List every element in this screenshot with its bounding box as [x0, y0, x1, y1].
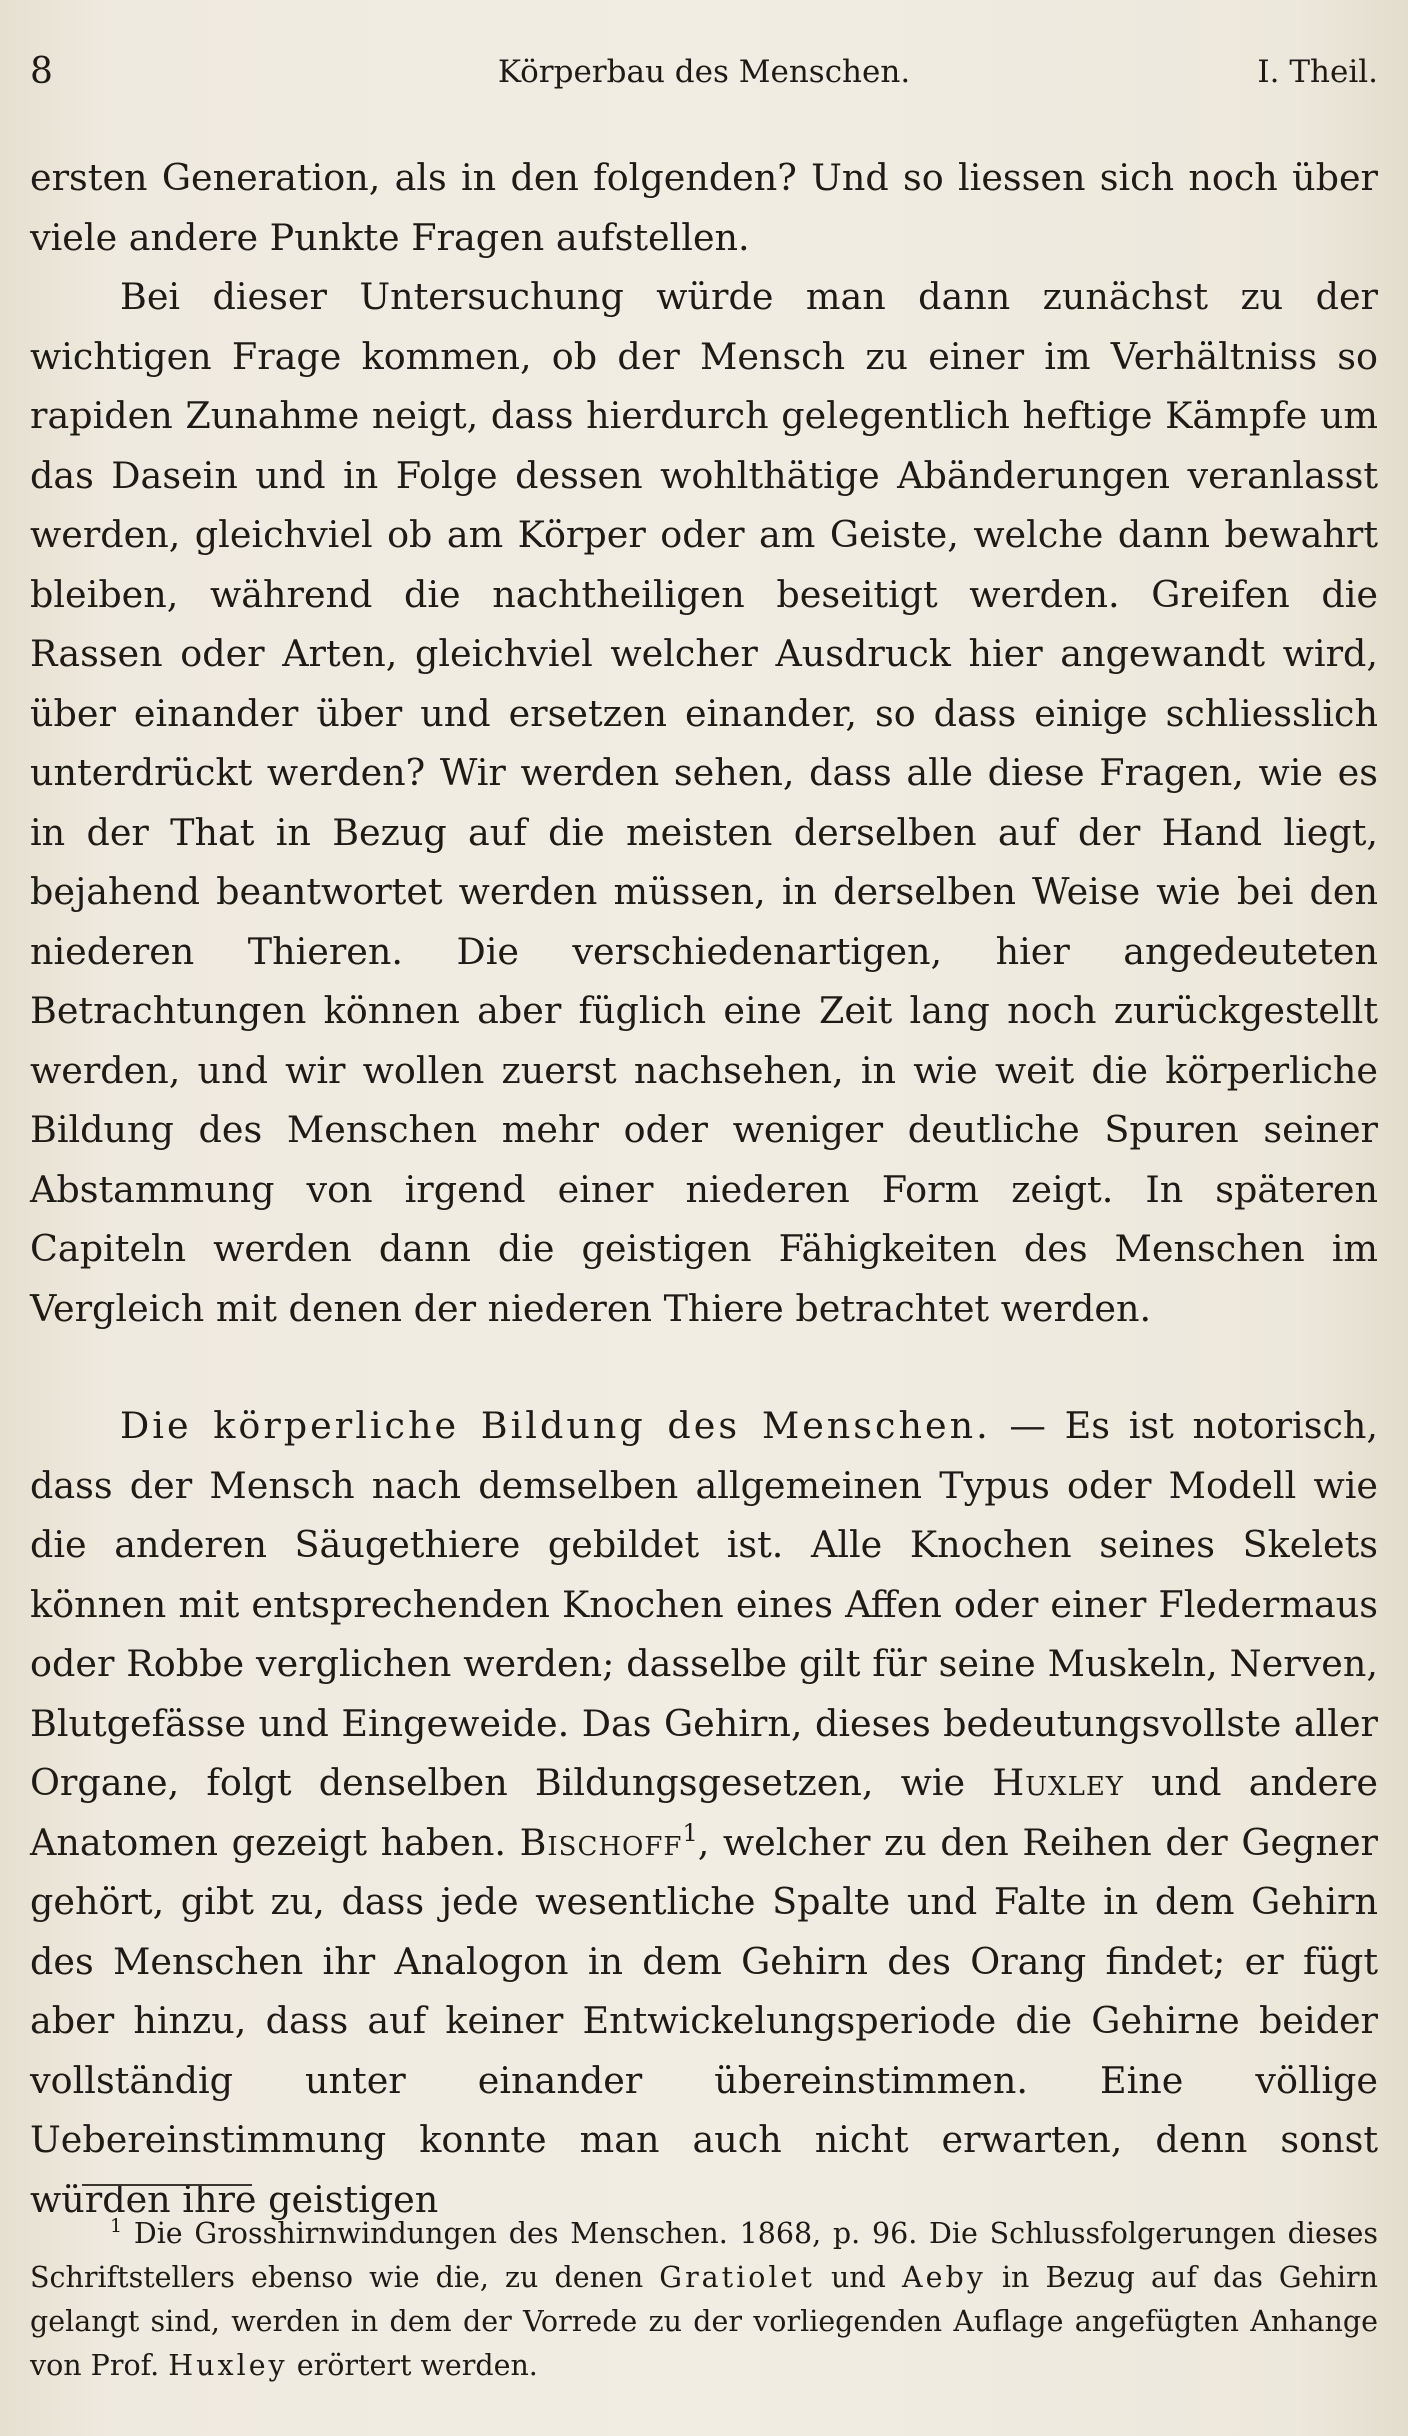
running-head — [30, 52, 1378, 92]
footnote-text: Die Grosshirnwindungen des Menschen. 1868, p. 96. Die Schlussfolgerungen dieses Schriftstellers ebenso wie die, zu denen — [30, 2217, 1378, 2294]
footnote-marker: 1 — [110, 2215, 123, 2237]
author-name: Gratiolet — [659, 2261, 815, 2294]
footnote — [30, 2212, 1378, 2388]
footnote-text: und — [814, 2261, 902, 2294]
section-paragraph — [30, 1396, 1378, 2229]
footnote-reference: 1 — [682, 1818, 698, 1847]
footnote-divider — [82, 2184, 252, 2186]
paragraph-text: , welcher zu den Reihen der Gegner gehört, gibt zu, dass jede wesentliche Spalte und Falte in dem Gehirn des Menschen ihr Analogon in dem Gehirn des Orang findet; er fügt aber hinzu, dass auf keiner Entwickelungsperiode die Gehirne beider vollständig unter einander übereinstimmen. Eine völlige Uebereinstimmung konnte man auch nicht erwarten, denn sonst würden ihre geistigen — [30, 1820, 1378, 2221]
footnote-text: in Bezug auf das Gehirn gelangt sind, werden in dem der Vorrede zu der vorliegenden Auflage angefügten Anhange von Prof. — [30, 2261, 1379, 2382]
page-number: 8 — [30, 51, 53, 92]
author-name: Aeby — [902, 2261, 986, 2294]
footnote-text: erörtert werden. — [287, 2349, 538, 2382]
author-name: Bischoff — [519, 1820, 683, 1864]
footnotes — [30, 2212, 1378, 2388]
paragraph: Bei dieser Untersuchung würde man dann zunächst zu der wichtigen Frage kommen, ob der Mensch zu einer im Verhältniss so rapiden Zunahme neigt, dass hierdurch gelegentlich heftige Kämpfe um das Dasein und in Folge dessen wohlthätige Abänderungen veranlasst werden, gleichviel ob am Körper oder am Geiste, welche dann bewahrt bleiben, während die nachtheiligen beseitigt werden. Greifen die Rassen oder Arten, gleichviel welcher Ausdruck hier angewandt wird, über einander über und ersetzen einander, so dass einige schliesslich unterdrückt werden? Wir werden sehen, dass alle diese Fragen, wie es in der That in Bezug auf die meisten derselben auf der Hand liegt, bejahend beantwortet werden müssen, in derselben Weise wie bei den niederen Thieren. Die verschiedenartigen, hier angedeuteten Betrachtungen können aber füglich eine Zeit lang noch zurückgestellt werden, und wir wollen zuerst nachsehen, in wie weit die körperliche Bildung des Menschen mehr oder weniger deutliche Spuren seiner Abstammung von irgend einer niederen Form zeigt. In späteren Capiteln werden dann die geistigen Fähigkeiten des Menschen im Vergleich mit denen der niederen Thiere betrachtet werden. — [30, 275, 1378, 1330]
main-text — [30, 148, 1378, 2229]
author-name: Huxley — [992, 1761, 1124, 1804]
running-title: Körperbau des Menschen. — [497, 54, 911, 90]
paragraph-text: — Es ist notorisch, dass der Mensch nach demselben allgemeinen Typus oder Modell wie die anderen Säugethiere gebildet ist. Alle Knochen seines Skelets können mit entsprechenden Knochen eines Affen oder einer Fledermaus oder Robbe verglichen werden; dasselbe gilt für seine Muskeln, Nerven, Blutgefässe und Eingeweide. Das Gehirn, dieses bedeutungsvollste aller Organe, folgt denselben Bildungsgesetzen, wie — [30, 1404, 1378, 1804]
part-label: I. Theil. — [1257, 54, 1378, 90]
section-heading: Die körperliche Bildung des Menschen. — [120, 1404, 991, 1447]
paragraph-continuation: ersten Generation, als in den folgenden? Und so liessen sich noch über viele andere Punkte Fragen aufstellen. — [30, 156, 1378, 259]
paragraph-text: und andere Anatomen gezeigt haben. — [30, 1761, 1378, 1864]
author-name: Huxley — [168, 2349, 288, 2382]
